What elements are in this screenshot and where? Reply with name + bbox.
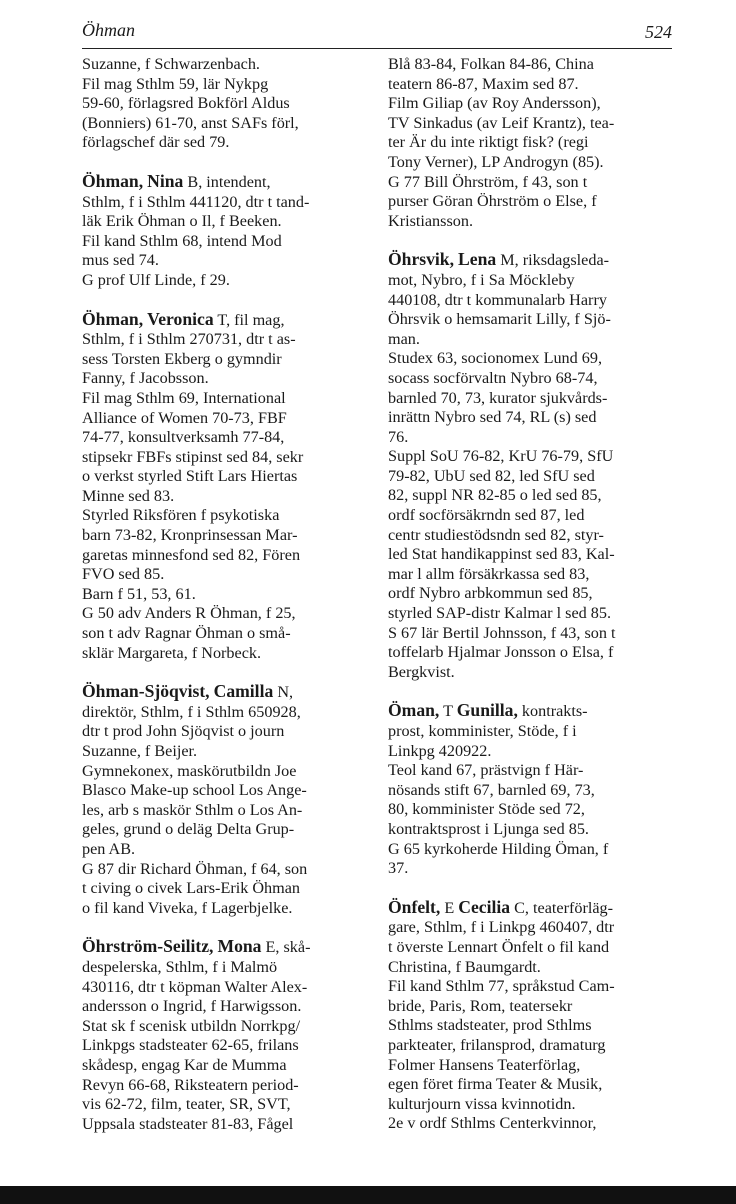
entry-text-line: mar l allm försäkrkassa sed 83,	[388, 564, 590, 583]
entry-text-line: sklär Margareta, f Norbeck.	[82, 643, 262, 662]
entry-heading	[82, 937, 372, 958]
entry-text-line: 59-60, förlagsred Bokförl Aldus	[82, 94, 290, 113]
entry-text-line: Blasco Make-up school Los Ange-	[82, 781, 307, 800]
entry-text-line: (Bonniers) 61-70, anst SAFs förl,	[82, 113, 299, 132]
entry-text-line: prost, komminister, Stöde, f i	[388, 722, 577, 740]
entry-text-line: G 65 kyrkoherde Hilding Öman, f	[388, 839, 609, 858]
entry-initial: E	[444, 898, 459, 917]
entry-text-line: Kristiansson.	[388, 211, 473, 230]
left-column	[82, 55, 372, 1153]
entry-surname: Öhman,	[82, 170, 144, 191]
entry-text-line: t civing o civek Lars-Erik Öhman	[82, 879, 301, 898]
entry-heading-rest: N,	[273, 683, 294, 702]
page-number: 524	[645, 22, 672, 42]
entry-text-line: Fil kand Sthlm 68, intend Mod	[82, 231, 282, 250]
entry-heading-rest: T, fil mag,	[213, 310, 285, 329]
entry-text-line: förlagschef där sed 79.	[82, 133, 230, 152]
entry-text-line: G 87 dir Richard Öhman, f 64, son	[82, 859, 308, 878]
entry-text-line: barnled 70, 73, kurator sjukvårds-	[388, 388, 608, 407]
entry-text-line: 430116, dtr t köpman Walter Alex-	[82, 977, 308, 996]
entry-given-name: Camilla	[213, 681, 274, 702]
entry-text-line: styrled SAP-distr Kalmar l sed 85.	[388, 604, 612, 623]
entry-text-line: Film Giliap (av Roy Andersson),	[388, 94, 601, 113]
entry-heading	[388, 701, 678, 722]
entry-text-line: G 77 Bill Öhrström, f 43, son t	[388, 172, 588, 191]
entry-text-line: Minne sed 83.	[82, 486, 175, 505]
entry-text-line: Barn f 51, 53, 61.	[82, 584, 196, 603]
entry-text-line: garetas minnesfond sed 82, Fören	[82, 545, 301, 564]
entry-text-line: gare, Sthlm, f i Linkpg 460407, dtr	[388, 918, 615, 937]
entry-text-line: Suzanne, f Beijer.	[82, 742, 198, 760]
biography-entry	[82, 937, 372, 1134]
entry-given-name: Mona	[217, 936, 262, 957]
entry-text-line: direktör, Sthlm, f i Sthlm 650928,	[82, 702, 301, 721]
entry-given-name: Nina	[147, 170, 184, 191]
entry-text-line: ter Är du inte riktigt fisk? (regi	[388, 133, 589, 152]
entry-text-line: Gymnekonex, maskörutbildn Joe	[82, 761, 297, 780]
entry-surname: Öman,	[388, 700, 440, 721]
entry-text-line: Alliance of Women 70-73, FBF	[82, 408, 287, 427]
scan-bottom-edge	[0, 1186, 736, 1204]
entry-text-line: G 50 adv Anders R Öhman, f 25,	[82, 604, 296, 623]
entry-text-line: kontraktsprost i Ljunga sed 85.	[388, 819, 589, 838]
entry-text-line: 80, komminister Stöde sed 72,	[388, 800, 585, 819]
entry-text-line: FVO sed 85.	[82, 565, 165, 584]
entry-text-line: Revyn 66-68, Riksteatern period-	[82, 1075, 299, 1094]
entry-text-line: Fil mag Sthlm 59, lär Nykpg	[82, 74, 269, 93]
entry-initial: T	[443, 702, 457, 721]
entry-text-line: geles, grund o deläg Delta Grup-	[82, 820, 295, 839]
entry-text-line: Folmer Hansens Teaterförlag,	[388, 1055, 581, 1074]
entry-text-line: andersson o Ingrid, f Harwigsson.	[82, 997, 302, 1016]
entry-text-line: Linkpg 420922.	[388, 741, 492, 760]
entry-given-name: Cecilia	[458, 896, 511, 917]
biography-entry	[388, 250, 678, 682]
entry-text-line: Suppl SoU 76-82, KrU 76-79, SfU	[388, 447, 614, 466]
entry-text-line: pen AB.	[82, 839, 136, 858]
entry-heading	[388, 898, 678, 919]
entry-text-line: inrättn Nybro sed 74, RL (s) sed	[388, 408, 597, 427]
entry-heading-rest: B, intendent,	[183, 172, 271, 191]
entry-heading-rest: C, teaterförläg-	[510, 898, 613, 917]
entry-text-line: led Stat handikappinst sed 83, Kal-	[388, 545, 615, 564]
entry-text-line: ordf Nybro arbkommun sed 85,	[388, 584, 593, 603]
entry-text-line: Studex 63, socionomex Lund 69,	[388, 349, 603, 368]
entry-given-name: Veronica	[147, 308, 214, 329]
entry-text-line: bride, Paris, Rom, teatersekr	[388, 996, 573, 1015]
entry-text-line: 79-82, UbU sed 82, led SfU sed	[388, 466, 595, 485]
entry-heading	[82, 172, 372, 193]
entry-continuation	[388, 55, 678, 231]
entry-text-line: ordf socförsäkrndn sed 87, led	[388, 506, 585, 525]
entry-text-line: despelerska, Sthlm, f i Malmö	[82, 957, 278, 976]
entry-text-line: 74-77, konsultverksamh 77-84,	[82, 428, 285, 447]
entry-heading	[388, 250, 678, 271]
entry-text-line: Fil mag Sthlm 69, International	[82, 388, 286, 407]
entry-text-line: vis 62-72, film, teater, SR, SVT,	[82, 1095, 291, 1114]
entry-heading-rest: kontrakts-	[517, 702, 588, 721]
entry-text-line: Uppsala stadsteater 81-83, Fågel	[82, 1114, 294, 1133]
entry-text-line: 2e v ordf Sthlms Centerkvinnor,	[388, 1114, 597, 1133]
running-head-name: Öhman	[82, 20, 135, 40]
biography-entry	[388, 701, 678, 878]
entry-text-line: Sthlms stadsteater, prod Sthlms	[388, 1016, 592, 1035]
entry-heading-rest: E, skå-	[261, 938, 311, 957]
entry-text-line: egen föret firma Teater & Musik,	[388, 1075, 603, 1094]
entry-text-line: o verkst styrled Stift Lars Hiertas	[82, 467, 298, 486]
entry-text-line: Stat sk f scenisk utbildn Norrkpg/	[82, 1016, 301, 1035]
entry-surname: Öhman-Sjöqvist,	[82, 681, 210, 702]
entry-text-line: barn 73-82, Kronprinsessan Mar-	[82, 526, 298, 545]
entry-text-line: 37.	[388, 859, 409, 878]
entry-text-line: Teol kand 67, prästvign f Här-	[388, 761, 584, 780]
entry-surname: Öhrström-Seilitz,	[82, 936, 214, 957]
biography-entry	[82, 310, 372, 664]
entry-text-line: Christina, f Baumgardt.	[388, 957, 541, 976]
entry-text-line: Styrled Riksfören f psykotiska	[82, 506, 280, 525]
entry-text-line: läk Erik Öhman o Il, f Beeken.	[82, 212, 282, 231]
entry-text-line: socass socförvaltn Nybro 68-74,	[388, 368, 598, 387]
entry-text-line: teatern 86-87, Maxim sed 87.	[388, 74, 579, 93]
entry-text-line: Suzanne, f Schwarzenbach.	[82, 55, 260, 73]
entry-text-line: 440108, dtr t kommunalarb Harry	[388, 290, 607, 309]
entry-text-line: kulturjourn vissa kvinnotidn.	[388, 1094, 576, 1113]
entry-text-line: TV Sinkadus (av Leif Krantz), tea-	[388, 113, 615, 132]
entry-text-line: Bergkvist.	[388, 662, 455, 681]
biography-entry	[82, 682, 372, 918]
entry-text-line: mus sed 74.	[82, 251, 159, 270]
running-header	[82, 18, 672, 49]
right-column	[388, 55, 678, 1153]
entry-text-line: Linkpgs stadsteater 62-65, frilans	[82, 1036, 299, 1055]
entry-text-line: Blå 83-84, Folkan 84-86, China	[388, 55, 594, 73]
entry-given-name: Gunilla,	[456, 700, 518, 721]
biography-entry	[388, 898, 678, 1134]
entry-text-line: mot, Nybro, f i Sa Möckleby	[388, 270, 575, 289]
entry-text-line: t överste Lennart Önfelt o fil kand	[388, 937, 610, 956]
entry-text-line: stipsekr FBFs stipinst sed 84, sekr	[82, 447, 304, 466]
entry-continuation	[82, 55, 372, 153]
entry-text-line: G prof Ulf Linde, f 29.	[82, 270, 230, 289]
entry-surname: Öhrsvik,	[388, 249, 454, 270]
entry-text-line: Fanny, f Jacobsson.	[82, 369, 209, 388]
entry-heading	[82, 310, 372, 331]
entry-text-line: sess Torsten Ekberg o gymndir	[82, 349, 282, 368]
entry-text-line: Fil kand Sthlm 77, språkstud Cam-	[388, 977, 615, 996]
entry-text-line: centr studiestödsndn sed 82, styr-	[388, 525, 604, 544]
biography-entry	[82, 172, 372, 291]
entry-text-line: Tony Verner), LP Androgyn (85).	[388, 152, 604, 171]
entry-text-line: Öhrsvik o hemsamarit Lilly, f Sjö-	[388, 310, 611, 329]
entry-text-line: dtr t prod John Sjöqvist o journ	[82, 722, 285, 741]
entry-text-line: o fil kand Viveka, f Lagerbjelke.	[82, 898, 293, 917]
entry-text-line: toffelarb Hjalmar Jonsson o Elsa, f	[388, 643, 614, 662]
entry-surname: Önfelt,	[388, 896, 441, 917]
entry-heading-rest: M, riksdagsleda-	[496, 251, 610, 270]
entry-text-line: Sthlm, f i Sthlm 270731, dtr t as-	[82, 330, 296, 349]
entry-given-name: Lena	[458, 249, 497, 270]
entry-text-line: nösands stift 67, barnled 69, 73,	[388, 780, 595, 799]
entry-text-line: 76.	[388, 427, 409, 446]
entry-text-line: Sthlm, f i Sthlm 441120, dtr t tand-	[82, 192, 310, 211]
entry-text-line: skådesp, engag Kar de Mumma	[82, 1055, 287, 1074]
entry-heading	[82, 682, 372, 703]
entry-text-line: les, arb s maskör Sthlm o Los An-	[82, 800, 303, 819]
entry-text-line: man.	[388, 329, 420, 348]
entry-surname: Öhman,	[82, 308, 144, 329]
entry-text-line: purser Göran Öhrström o Else, f	[388, 192, 597, 211]
entry-text-line: 82, suppl NR 82-85 o led sed 85,	[388, 486, 602, 505]
entry-text-line: parkteater, frilansprod, dramaturg	[388, 1035, 606, 1054]
entry-text-line: son t adv Ragnar Öhman o små-	[82, 624, 291, 643]
entry-text-line: S 67 lär Bertil Johnsson, f 43, son t	[388, 623, 616, 642]
